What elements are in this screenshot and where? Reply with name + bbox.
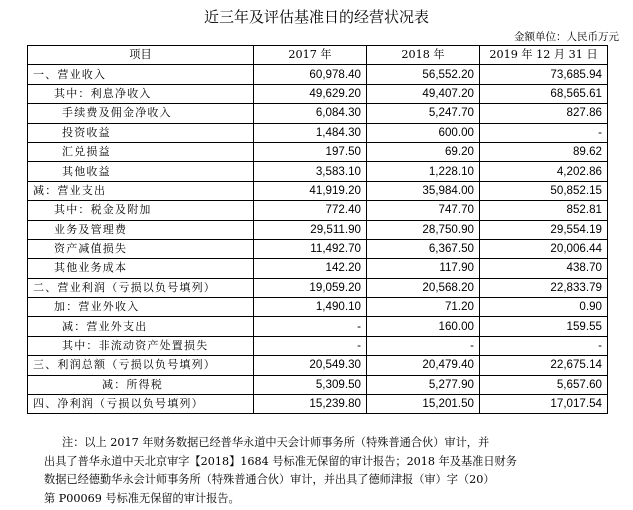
row-label: 投资收益 <box>28 123 254 142</box>
table-row <box>28 142 608 161</box>
table-title: 近三年及评估基准日的经营状况表 <box>203 8 429 26</box>
value-2017: 3,583.10 <box>254 162 367 181</box>
value-2017: - <box>254 317 367 336</box>
value-2019: 438.70 <box>480 259 608 278</box>
row-label: 手续费及佣金净收入 <box>28 104 254 123</box>
value-2017: 1,484.30 <box>254 123 367 142</box>
table-row <box>28 298 608 317</box>
value-2018: 35,984.00 <box>367 181 480 200</box>
row-label: 其中：利息净收入 <box>28 84 254 103</box>
value-2017: 29,511.90 <box>254 220 367 239</box>
value-2017: 20,549.30 <box>254 356 367 375</box>
value-2017: 772.40 <box>254 201 367 220</box>
table-row <box>28 65 608 84</box>
value-2018: 5,247.70 <box>367 104 480 123</box>
value-2019: 22,833.79 <box>480 278 608 297</box>
value-2019: 0.90 <box>480 298 608 317</box>
row-label: 资产减值损失 <box>28 239 254 258</box>
table-row <box>28 375 608 394</box>
value-2017: 49,629.20 <box>254 84 367 103</box>
value-2018: - <box>367 336 480 355</box>
value-2018: 28,750.90 <box>367 220 480 239</box>
value-2017: 19,059.20 <box>254 278 367 297</box>
note-line: 出具了普华永道中天北京审字【2018】1684 号标准无保留的审计报告；2018 年及基准日财务 <box>44 454 517 468</box>
row-label: 汇兑损益 <box>28 142 254 161</box>
value-2018: 20,479.40 <box>367 356 480 375</box>
value-2018: 600.00 <box>367 123 480 142</box>
row-label: 其中：非流动资产处置损失 <box>28 336 254 355</box>
row-label: 减：营业支出 <box>28 181 254 200</box>
value-2017: 142.20 <box>254 259 367 278</box>
value-2018: 49,407.20 <box>367 84 480 103</box>
table-row <box>28 278 608 297</box>
row-label: 其他业务成本 <box>28 259 254 278</box>
value-2018: 5,277.90 <box>367 375 480 394</box>
row-label: 减：所得税 <box>28 375 254 394</box>
row-label: 业务及管理费 <box>28 220 254 239</box>
header-2017: 2017 年 <box>254 46 367 65</box>
table-row <box>28 356 608 375</box>
financial-table <box>27 45 608 414</box>
table-row <box>28 220 608 239</box>
table-row <box>28 259 608 278</box>
value-2019: 73,685.94 <box>480 65 608 84</box>
value-2018: 747.70 <box>367 201 480 220</box>
value-2017: 1,490.10 <box>254 298 367 317</box>
value-2017: 6,084.30 <box>254 104 367 123</box>
row-label: 一、营业收入 <box>28 65 254 84</box>
row-label: 二、营业利润（亏损以负号填列） <box>28 278 254 297</box>
header-item: 项目 <box>28 46 254 65</box>
value-2017: 11,492.70 <box>254 239 367 258</box>
value-2019: 827.86 <box>480 104 608 123</box>
value-2018: 20,568.20 <box>367 278 480 297</box>
header-row <box>28 46 608 65</box>
row-label: 其中：税金及附加 <box>28 201 254 220</box>
value-2019: 22,675.14 <box>480 356 608 375</box>
value-2019: - <box>480 123 608 142</box>
value-2019: - <box>480 336 608 355</box>
value-2019: 4,202.86 <box>480 162 608 181</box>
table-row <box>28 201 608 220</box>
header-2019: 2019 年 12 月 31 日 <box>480 46 608 65</box>
table-row <box>28 104 608 123</box>
value-2017: 15,239.80 <box>254 395 367 414</box>
value-2019: 20,006.44 <box>480 239 608 258</box>
value-2018: 117.90 <box>367 259 480 278</box>
table-row <box>28 123 608 142</box>
row-label: 加：营业外收入 <box>28 298 254 317</box>
value-2017: 197.50 <box>254 142 367 161</box>
value-2017: - <box>254 336 367 355</box>
unit-label: 金额单位：人民币万元 <box>514 31 619 43</box>
value-2019: 159.55 <box>480 317 608 336</box>
table-row <box>28 181 608 200</box>
table-body <box>28 65 608 414</box>
header-2018: 2018 年 <box>367 46 480 65</box>
value-2018: 1,228.10 <box>367 162 480 181</box>
table-row <box>28 84 608 103</box>
audit-note <box>44 434 599 508</box>
value-2018: 160.00 <box>367 317 480 336</box>
table-row <box>28 336 608 355</box>
row-label: 三、利润总额（亏损以负号填列） <box>28 356 254 375</box>
value-2019: 29,554.19 <box>480 220 608 239</box>
value-2018: 15,201.50 <box>367 395 480 414</box>
value-2019: 852.81 <box>480 201 608 220</box>
value-2018: 69.20 <box>367 142 480 161</box>
value-2018: 56,552.20 <box>367 65 480 84</box>
table-row <box>28 317 608 336</box>
value-2017: 60,978.40 <box>254 65 367 84</box>
value-2019: 5,657.60 <box>480 375 608 394</box>
value-2018: 71.20 <box>367 298 480 317</box>
value-2019: 68,565.61 <box>480 84 608 103</box>
value-2017: 5,309.50 <box>254 375 367 394</box>
row-label: 其他收益 <box>28 162 254 181</box>
table-row <box>28 162 608 181</box>
value-2017: 41,919.20 <box>254 181 367 200</box>
value-2018: 6,367.50 <box>367 239 480 258</box>
note-line: 第 P00069 号标准无保留的审计报告。 <box>44 491 240 505</box>
value-2019: 50,852.15 <box>480 181 608 200</box>
table-row <box>28 395 608 414</box>
row-label: 减：营业外支出 <box>28 317 254 336</box>
note-line: 注：以上 2017 年财务数据已经普华永道中天会计师事务所（特殊普通合伙）审计，并 <box>62 436 490 449</box>
row-label: 四、净利润（亏损以负号填列） <box>28 395 254 414</box>
value-2019: 17,017.54 <box>480 395 608 414</box>
value-2019: 89.62 <box>480 142 608 161</box>
table-row <box>28 239 608 258</box>
note-line: 数据已经德勤华永会计师事务所（特殊普通合伙）审计，并出具了德师津报（审）字（20） <box>44 473 495 487</box>
